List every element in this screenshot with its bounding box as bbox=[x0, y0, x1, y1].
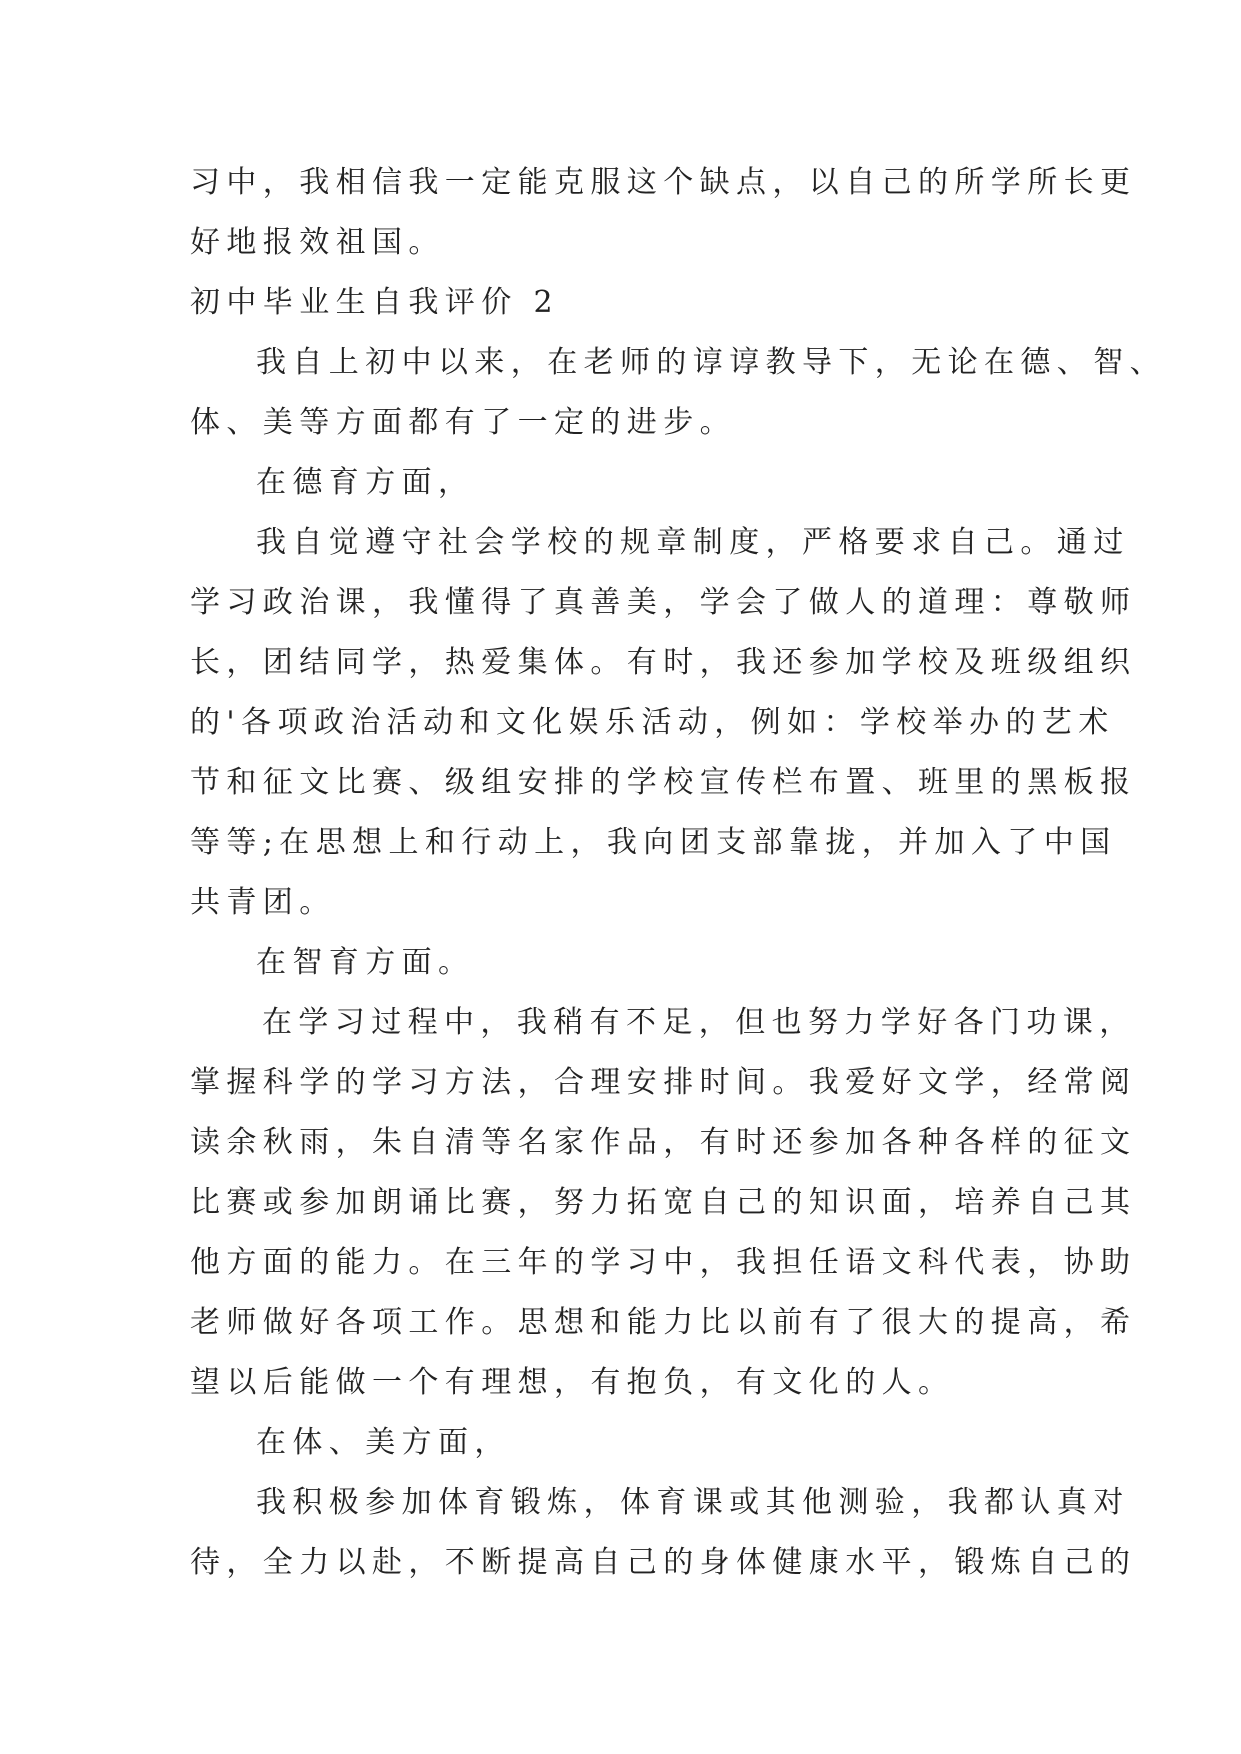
text-line: 掌握科学的学习方法，合理安排时间。我爱好文学，经常阅 bbox=[190, 1065, 1137, 1100]
subsection-heading: 在体、美方面， bbox=[256, 1425, 511, 1460]
text-line: 长，团结同学，热爱集体。有时，我还参加学校及班级组织 bbox=[190, 645, 1137, 680]
text-line: 共青团。 bbox=[190, 885, 336, 920]
text-line: 望以后能做一个有理想，有抱负，有文化的人。 bbox=[190, 1365, 955, 1400]
text-line: 好地报效祖国。 bbox=[190, 225, 445, 260]
text-line: 习中，我相信我一定能克服这个缺点，以自己的所学所长更 bbox=[190, 165, 1137, 200]
subsection-heading: 在智育方面。 bbox=[256, 945, 475, 980]
section-heading: 初中毕业生自我评价 2 bbox=[190, 285, 560, 320]
text-line: 等等;在思想上和行动上，我向团支部靠拢，并加入了中国 bbox=[190, 825, 1117, 860]
paragraph-start: 在学习过程中，我稍有不足，但也努力学好各门功课， bbox=[262, 1005, 1136, 1040]
subsection-heading: 在德育方面， bbox=[256, 465, 475, 500]
text-line: 读余秋雨，朱自清等名家作品，有时还参加各种各样的征文 bbox=[190, 1125, 1137, 1160]
paragraph-start: 我自上初中以来，在老师的谆谆教导下，无论在德、智、 bbox=[256, 345, 1166, 380]
text-line: 老师做好各项工作。思想和能力比以前有了很大的提高，希 bbox=[190, 1305, 1137, 1340]
text-line: 待，全力以赴，不断提高自己的身体健康水平，锻炼自己的 bbox=[190, 1545, 1137, 1580]
paragraph-start: 我积极参加体育锻炼，体育课或其他测验，我都认真对 bbox=[256, 1485, 1130, 1520]
text-line: 学习政治课，我懂得了真善美，学会了做人的道理：尊敬师 bbox=[190, 585, 1137, 620]
text-line: 比赛或参加朗诵比赛，努力拓宽自己的知识面，培养自己其 bbox=[190, 1185, 1137, 1220]
text-line: 体、美等方面都有了一定的进步。 bbox=[190, 405, 736, 440]
text-line: 他方面的能力。在三年的学习中，我担任语文科代表，协助 bbox=[190, 1245, 1137, 1280]
text-line: 的'各项政治活动和文化娱乐活动，例如：学校举办的艺术 bbox=[190, 705, 1115, 740]
paragraph-start: 我自觉遵守社会学校的规章制度，严格要求自己。通过 bbox=[256, 525, 1130, 560]
text-line: 节和征文比赛、级组安排的学校宣传栏布置、班里的黑板报 bbox=[190, 765, 1137, 800]
